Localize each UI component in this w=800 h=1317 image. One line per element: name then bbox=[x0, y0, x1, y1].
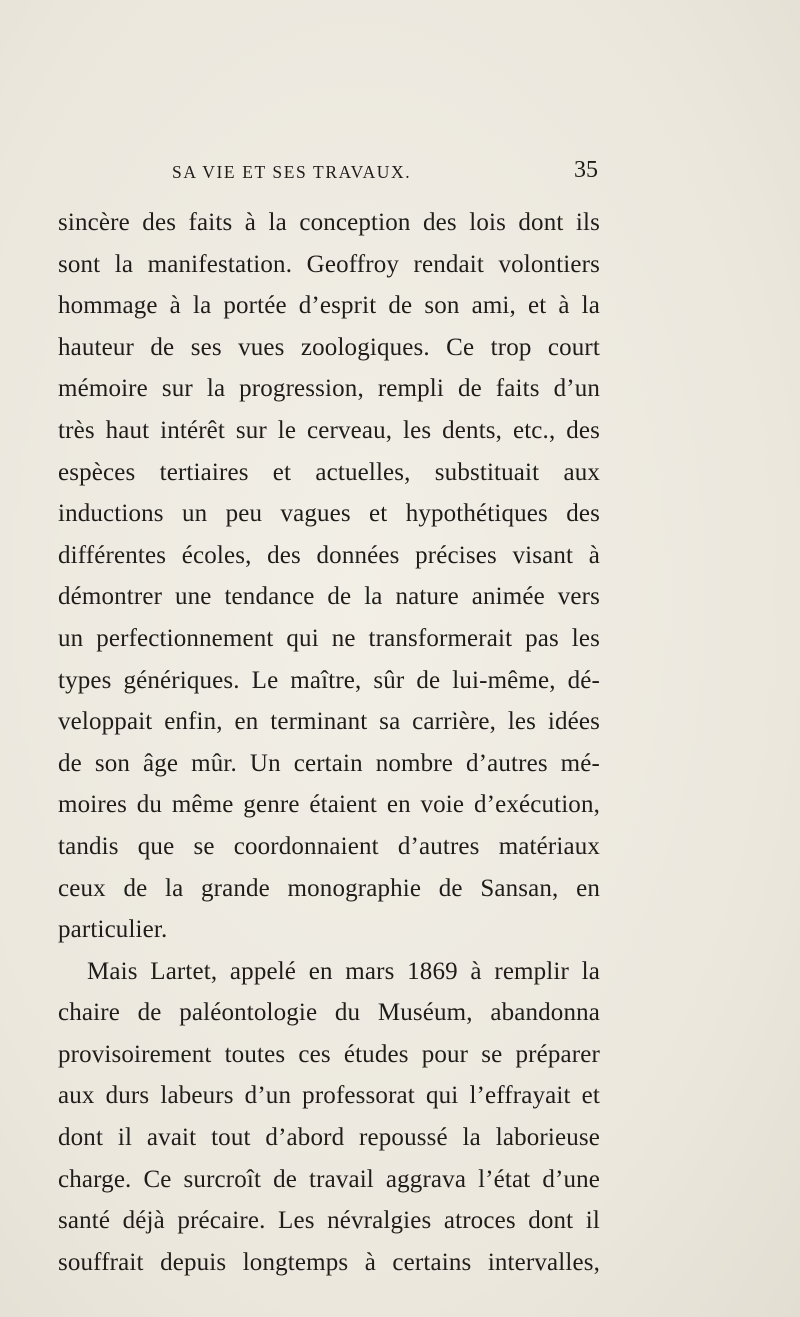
text-line: santé déjà précaire. Les névralgies atroces dont il bbox=[58, 1207, 600, 1235]
text-line: provisoirement toutes ces études pour se préparer bbox=[58, 1040, 600, 1068]
text-line: inductions un peu vagues et hypothétiques des bbox=[58, 500, 600, 528]
text-line: souffrait depuis longtemps à certains intervalles, bbox=[58, 1248, 600, 1276]
text-line: hauteur de ses vues zoologiques. Ce trop court bbox=[58, 333, 600, 361]
text-line: espèces tertiaires et actuelles, substituait aux bbox=[58, 458, 600, 486]
body-text bbox=[58, 202, 600, 1283]
text-line: différentes écoles, des données précises visant à bbox=[58, 541, 600, 569]
text-line: très haut intérêt sur le cerveau, les dents, etc., des bbox=[58, 416, 600, 444]
text-line: aux durs labeurs d’un professorat qui l’effrayait et bbox=[58, 1082, 600, 1110]
text-line: sont la manifestation. Geoffroy rendait volontiers bbox=[58, 250, 600, 278]
text-line: mémoire sur la progression, rempli de faits d’un bbox=[58, 375, 600, 403]
text-line: chaire de paléontologie du Muséum, abandonna bbox=[58, 999, 600, 1027]
text-line: hommage à la portée d’esprit de son ami, et à la bbox=[58, 292, 600, 320]
text-line: moires du même genre étaient en voie d’exécution, bbox=[58, 791, 600, 819]
text-line: tandis que se coordonnaient d’autres matériaux bbox=[58, 832, 600, 860]
paragraph-end-line: particulier. bbox=[58, 916, 168, 944]
text-line: un perfectionnement qui ne transformerait pas les bbox=[58, 624, 600, 652]
text-line: de son âge mûr. Un certain nombre d’autres mé- bbox=[58, 749, 600, 777]
text-line: veloppait enfin, en terminant sa carrière, les idées bbox=[58, 708, 600, 736]
paragraph-start-line: Mais Lartet, appelé en mars 1869 à remplir la bbox=[87, 957, 600, 985]
text-line: ceux de la grande monographie de Sansan, en bbox=[58, 874, 600, 902]
page-number: 35 bbox=[574, 157, 598, 183]
running-header bbox=[58, 157, 600, 188]
text-line: charge. Ce surcroît de travail aggrava l’état d’une bbox=[58, 1165, 600, 1193]
text-line: dont il avait tout d’abord repoussé la laborieuse bbox=[58, 1124, 600, 1152]
text-line: types génériques. Le maître, sûr de lui-même, dé- bbox=[58, 666, 600, 694]
text-line: sincère des faits à la conception des lois dont ils bbox=[58, 209, 600, 236]
text-line: démontrer une tendance de la nature animée vers bbox=[58, 583, 600, 611]
running-title: SA VIE ET SES TRAVAUX. bbox=[172, 162, 412, 182]
